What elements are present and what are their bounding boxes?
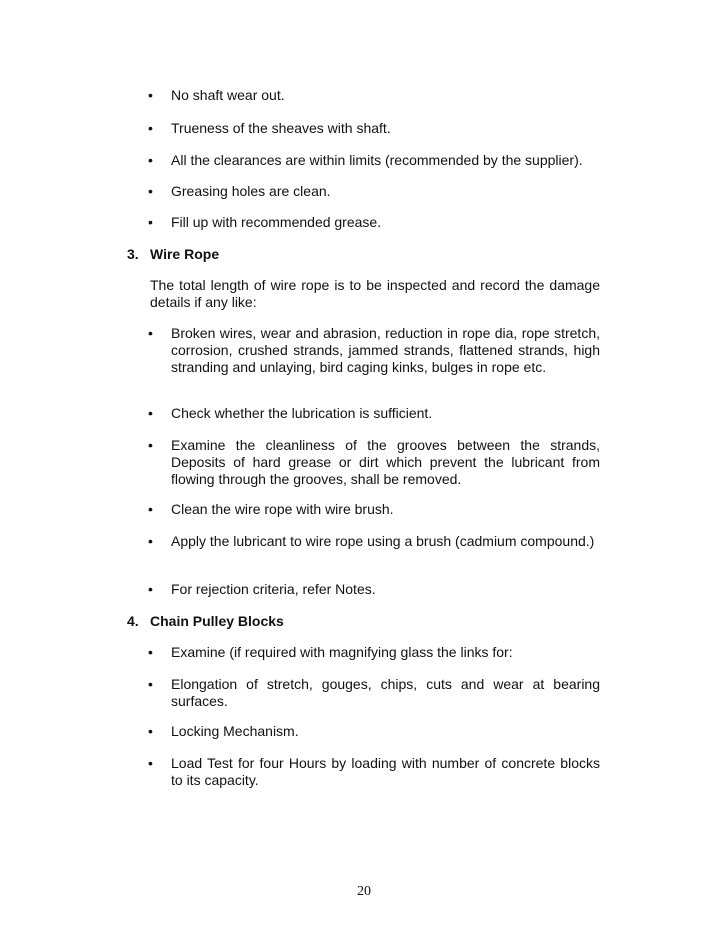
- bullet-icon: •: [148, 214, 153, 230]
- list-item-text: Greasing holes are clean.: [171, 183, 331, 199]
- section-intro-paragraph: The total length of wire rope is to be inspected and record the damage details if any like:: [150, 277, 600, 310]
- list-item-text: Locking Mechanism.: [171, 723, 299, 739]
- list-item-text: For rejection criteria, refer Notes.: [171, 581, 376, 597]
- bullet-icon: •: [148, 676, 153, 692]
- page-number: 20: [357, 884, 371, 899]
- bullet-icon: •: [148, 87, 153, 103]
- list-item-text: Examine (if required with magnifying glass the links for:: [171, 644, 513, 660]
- list-item-text: Examine the cleanliness of the grooves between the strands, Deposits of hard grease or dirt which prevent the lubricant from flowing through the grooves, shall be removed.: [171, 437, 600, 487]
- bullet-icon: •: [148, 755, 153, 771]
- list-item-text: Load Test for four Hours by loading with number of concrete blocks to its capacity.: [171, 755, 600, 788]
- bullet-icon: •: [148, 723, 153, 739]
- section-title: Chain Pulley Blocks: [150, 613, 284, 629]
- list-item-text: Trueness of the sheaves with shaft.: [171, 120, 391, 136]
- bullet-icon: •: [148, 533, 153, 549]
- bullet-icon: •: [148, 325, 153, 341]
- list-item-text: No shaft wear out.: [171, 87, 285, 103]
- list-item-text: Broken wires, wear and abrasion, reduction in rope dia, rope stretch, corrosion, crushed strands, jammed strands, flattened strands, high stranding and unlaying, bird caging kinks, bulges in rope etc.: [171, 325, 600, 375]
- list-item-text: Check whether the lubrication is sufficient.: [171, 405, 433, 421]
- section-title: Wire Rope: [150, 246, 220, 262]
- bullet-icon: •: [148, 644, 153, 660]
- bullet-icon: •: [148, 437, 153, 453]
- bullet-icon: •: [148, 120, 153, 136]
- list-item-text: Fill up with recommended grease.: [171, 214, 382, 230]
- bullet-icon: •: [148, 581, 153, 597]
- bullet-icon: •: [148, 405, 153, 421]
- bullet-icon: •: [148, 501, 153, 517]
- section-number: 3.: [127, 246, 139, 262]
- list-item-text: Elongation of stretch, gouges, chips, cuts and wear at bearing surfaces.: [171, 676, 600, 709]
- section-number: 4.: [127, 613, 139, 629]
- bullet-icon: •: [148, 183, 153, 199]
- list-item-text: Apply the lubricant to wire rope using a brush (cadmium compound.): [171, 533, 595, 549]
- list-item-text: Clean the wire rope with wire brush.: [171, 501, 394, 517]
- list-item-text: All the clearances are within limits (recommended by the supplier).: [171, 152, 583, 168]
- bullet-icon: •: [148, 152, 153, 168]
